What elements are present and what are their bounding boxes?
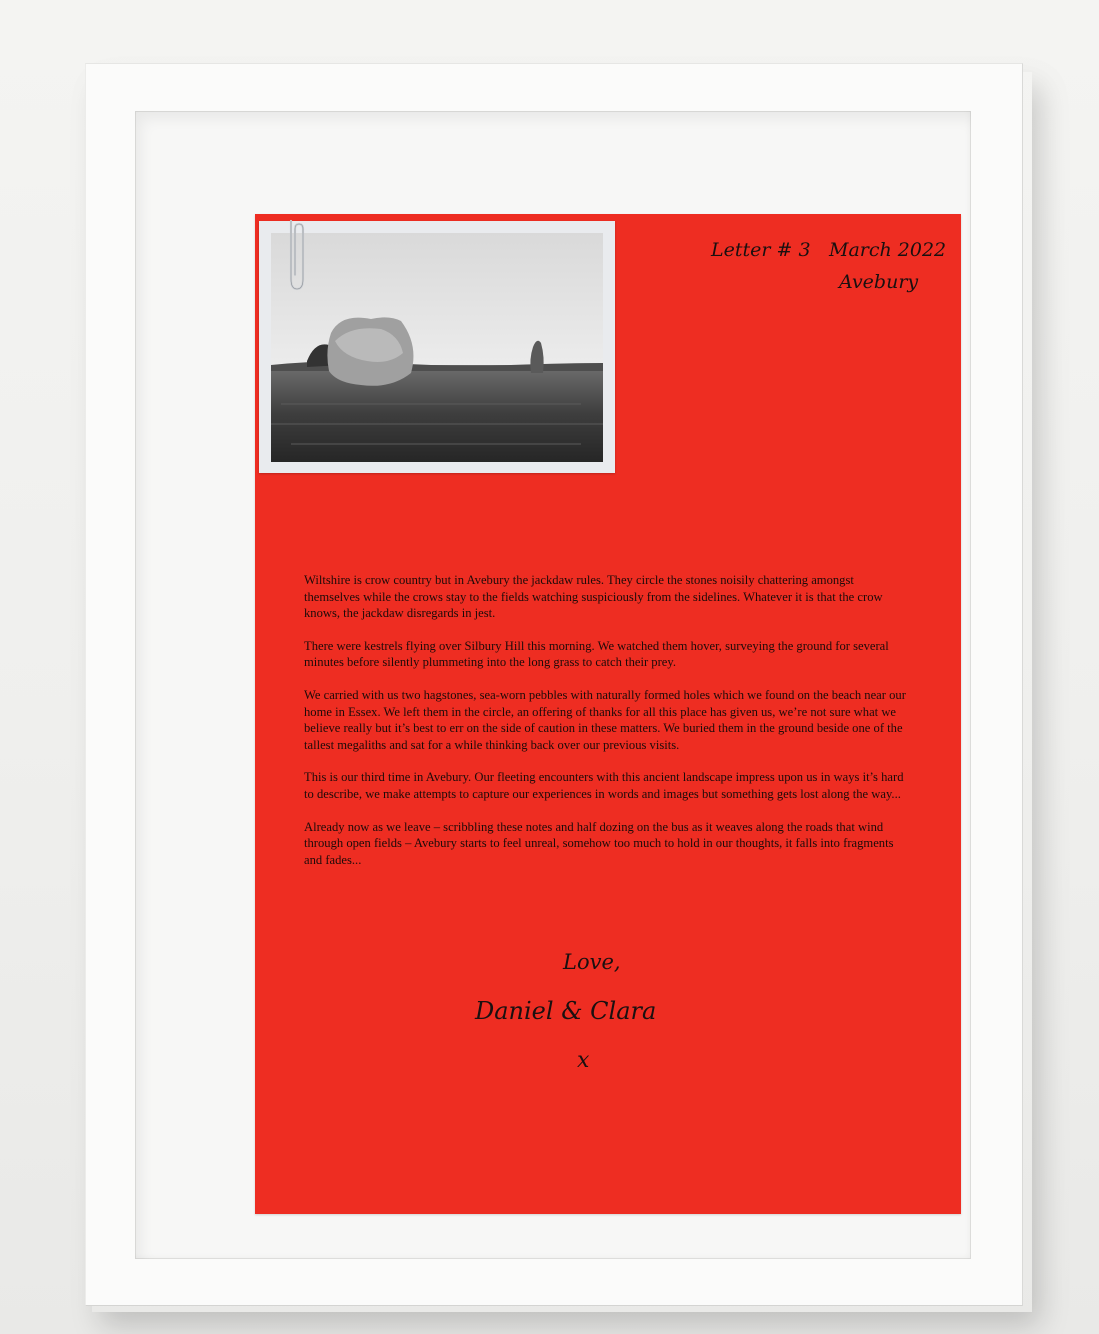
paperclip-icon bbox=[284, 219, 308, 295]
letter-paragraph: Wiltshire is crow country but in Avebury the jackdaw rules. They circle the stones noisily chattering amongst themselves while the crows stay to the fields watching suspiciously from the sidelines. Whatever it is that the crow knows, the jackdaw disregards in jest. bbox=[304, 573, 883, 621]
letter-place: Avebury bbox=[839, 271, 919, 293]
signoff-kiss: x bbox=[577, 1048, 590, 1073]
letter-body bbox=[304, 572, 910, 884]
letter-paragraph: This is our third time in Avebury. Our fleeting encounters with this ancient landscape impress upon us in ways it’s hard to describe, we make attempts to capture our experiences in words and images but something gets lost along the way... bbox=[304, 770, 904, 801]
letter-number: Letter # 3 bbox=[711, 239, 811, 261]
picture-frame bbox=[85, 63, 1023, 1306]
black-white-photograph bbox=[259, 221, 615, 473]
handwritten-header bbox=[671, 234, 951, 314]
signoff-greeting: Love, bbox=[563, 950, 621, 974]
field bbox=[271, 365, 603, 462]
red-letter-sheet bbox=[255, 214, 961, 1214]
letter-paragraph: We carried with us two hagstones, sea-worn pebbles with naturally formed holes which we found on the beach near our home in Essex. We left them in the circle, an offering of thanks for all this place has given us, we’re not sure what we believe really but it’s best to err on the side of caution in these matters. We buried them in the ground beside one of the tallest megaliths and sat for a while thinking back over our previous visits. bbox=[304, 687, 906, 752]
letter-date: March 2022 bbox=[829, 239, 947, 261]
photo-scene bbox=[271, 233, 603, 462]
standing-stones-photo bbox=[271, 233, 603, 462]
letter-paragraph: Already now as we leave – scribbling these notes and half dozing on the bus as it weaves along the roads that wind through open fields – Avebury starts to feel unreal, somehow too much to hold in our thoughts, it falls into fragments and fades... bbox=[304, 819, 894, 867]
handwritten-signoff bbox=[465, 939, 725, 1089]
signoff-names: Daniel & Clara bbox=[475, 997, 657, 1025]
frame-mount bbox=[135, 111, 971, 1259]
letter-paragraph: There were kestrels flying over Silbury Hill this morning. We watched them hover, surveying the ground for several minutes before silently plummeting into the long grass to catch their prey. bbox=[304, 638, 889, 670]
